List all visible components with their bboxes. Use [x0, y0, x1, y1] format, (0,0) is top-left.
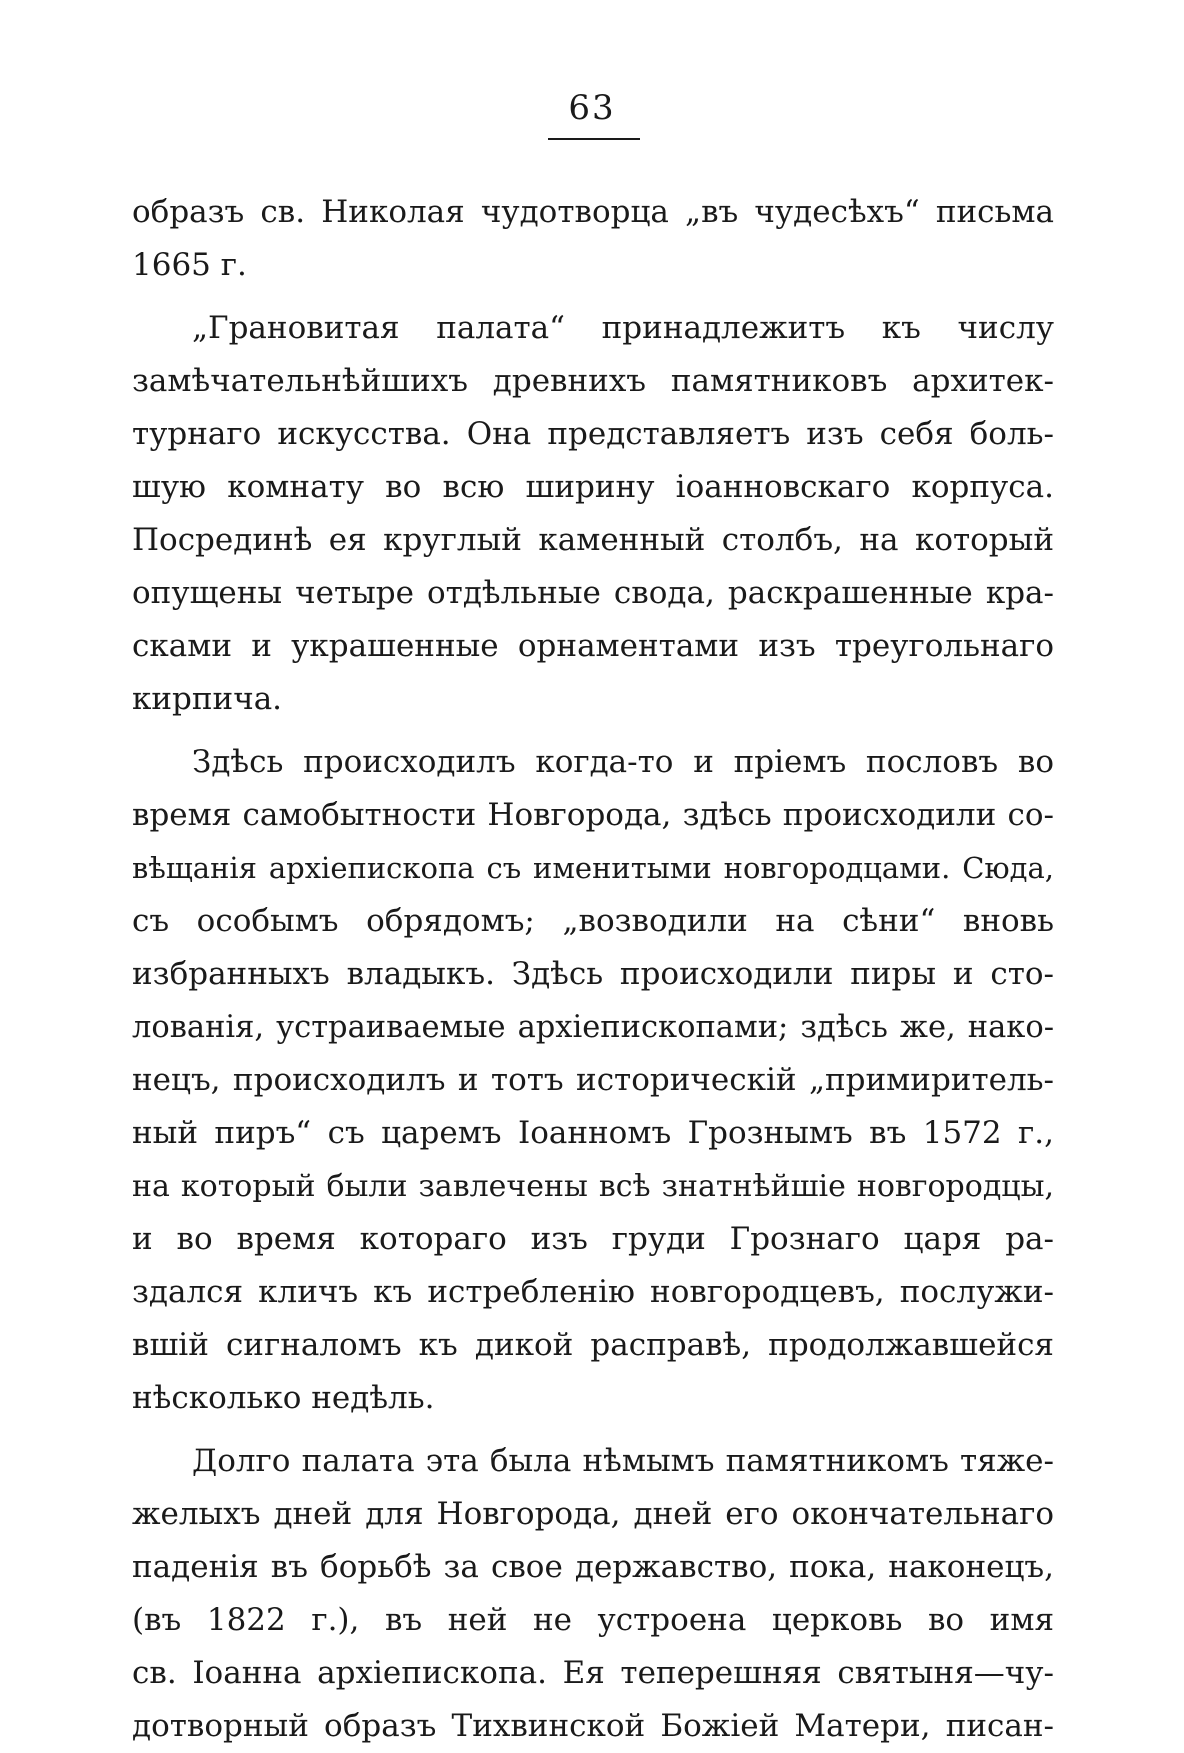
paragraph [132, 186, 1054, 292]
paragraph [132, 736, 1054, 1425]
text-line: ный пиръ“ съ царемъ Іоанномъ Грознымъ въ 1572 г., [132, 1115, 1054, 1151]
text-line: здался кличъ къ истребленію новгородцевъ, послужи- [132, 1274, 1054, 1310]
text-line: на который были завлечены всѣ знатнѣйшіе новгородцы, [132, 1169, 1054, 1204]
text-line: Здѣсь происходилъ когда-то и пріемъ пословъ во [192, 744, 1054, 780]
text-line: „Грановитая палата“ принадлежитъ къ числу [192, 310, 1054, 346]
text-line: кирпича. [132, 681, 283, 717]
text-line: шую комнату во всю ширину іоанновскаго корпуса. [132, 469, 1054, 505]
text-line: сками и украшенные орнаментами изъ треугольнаго [132, 628, 1054, 664]
paragraph [132, 302, 1054, 726]
text-line: и во время котораго изъ груди Грознаго царя ра- [132, 1221, 1054, 1257]
text-line: дотворный образъ Тихвинской Божіей Матери, писан- [132, 1708, 1054, 1744]
text-line: Долго палата эта была нѣмымъ памятникомъ тяже- [192, 1443, 1054, 1479]
text-line: избранныхъ владыкъ. Здѣсь происходили пиры и сто- [132, 956, 1054, 992]
paragraph-gap [132, 726, 1054, 736]
text-line: Посрединѣ ея круглый каменный столбъ, на который [132, 522, 1054, 558]
paragraph-gap [132, 292, 1054, 302]
paragraph-gap [132, 1425, 1054, 1435]
text-line: (въ 1822 г.), въ ней не устроена церковь во имя [132, 1602, 1054, 1638]
page-header [0, 88, 1184, 128]
text-line: турнаго искусства. Она представляетъ изъ себя боль- [132, 416, 1054, 452]
text-line: образъ св. Николая чудотворца „въ чудесѣхъ“ письма [132, 194, 1054, 230]
text-line: желыхъ дней для Новгорода, дней его окончательнаго [132, 1496, 1054, 1532]
text-line: нецъ, происходилъ и тотъ историческій „примиритель- [132, 1062, 1054, 1098]
text-line: св. Іоанна архіепископа. Ея теперешняя святыня—чу- [132, 1655, 1054, 1691]
text-line: время самобытности Новгорода, здѣсь происходили со- [132, 797, 1054, 833]
text-line: 1665 г. [132, 247, 247, 283]
text-line: паденія въ борьбѣ за свое державство, пока, наконецъ, [132, 1549, 1054, 1585]
text-line: вѣщанія архіепископа съ именитыми новгородцами. Сюда, [132, 851, 1054, 885]
text-line: вшій сигналомъ къ дикой расправѣ, продолжавшейся [132, 1327, 1054, 1363]
page-number: 63 [568, 88, 616, 128]
body-text [132, 186, 1054, 1753]
header-rule [548, 138, 640, 140]
text-line: съ особымъ обрядомъ; „возводили на сѣни“ вновь [132, 903, 1054, 939]
paragraph [132, 1435, 1054, 1753]
text-line: опущены четыре отдѣльные свода, раскрашенные кра- [132, 575, 1054, 611]
text-line: замѣчательнѣйшихъ древнихъ памятниковъ архитек- [132, 363, 1054, 399]
text-line: нѣсколько недѣль. [132, 1380, 435, 1416]
text-line: лованія, устраиваемые архіепископами; здѣсь же, нако- [132, 1010, 1054, 1045]
